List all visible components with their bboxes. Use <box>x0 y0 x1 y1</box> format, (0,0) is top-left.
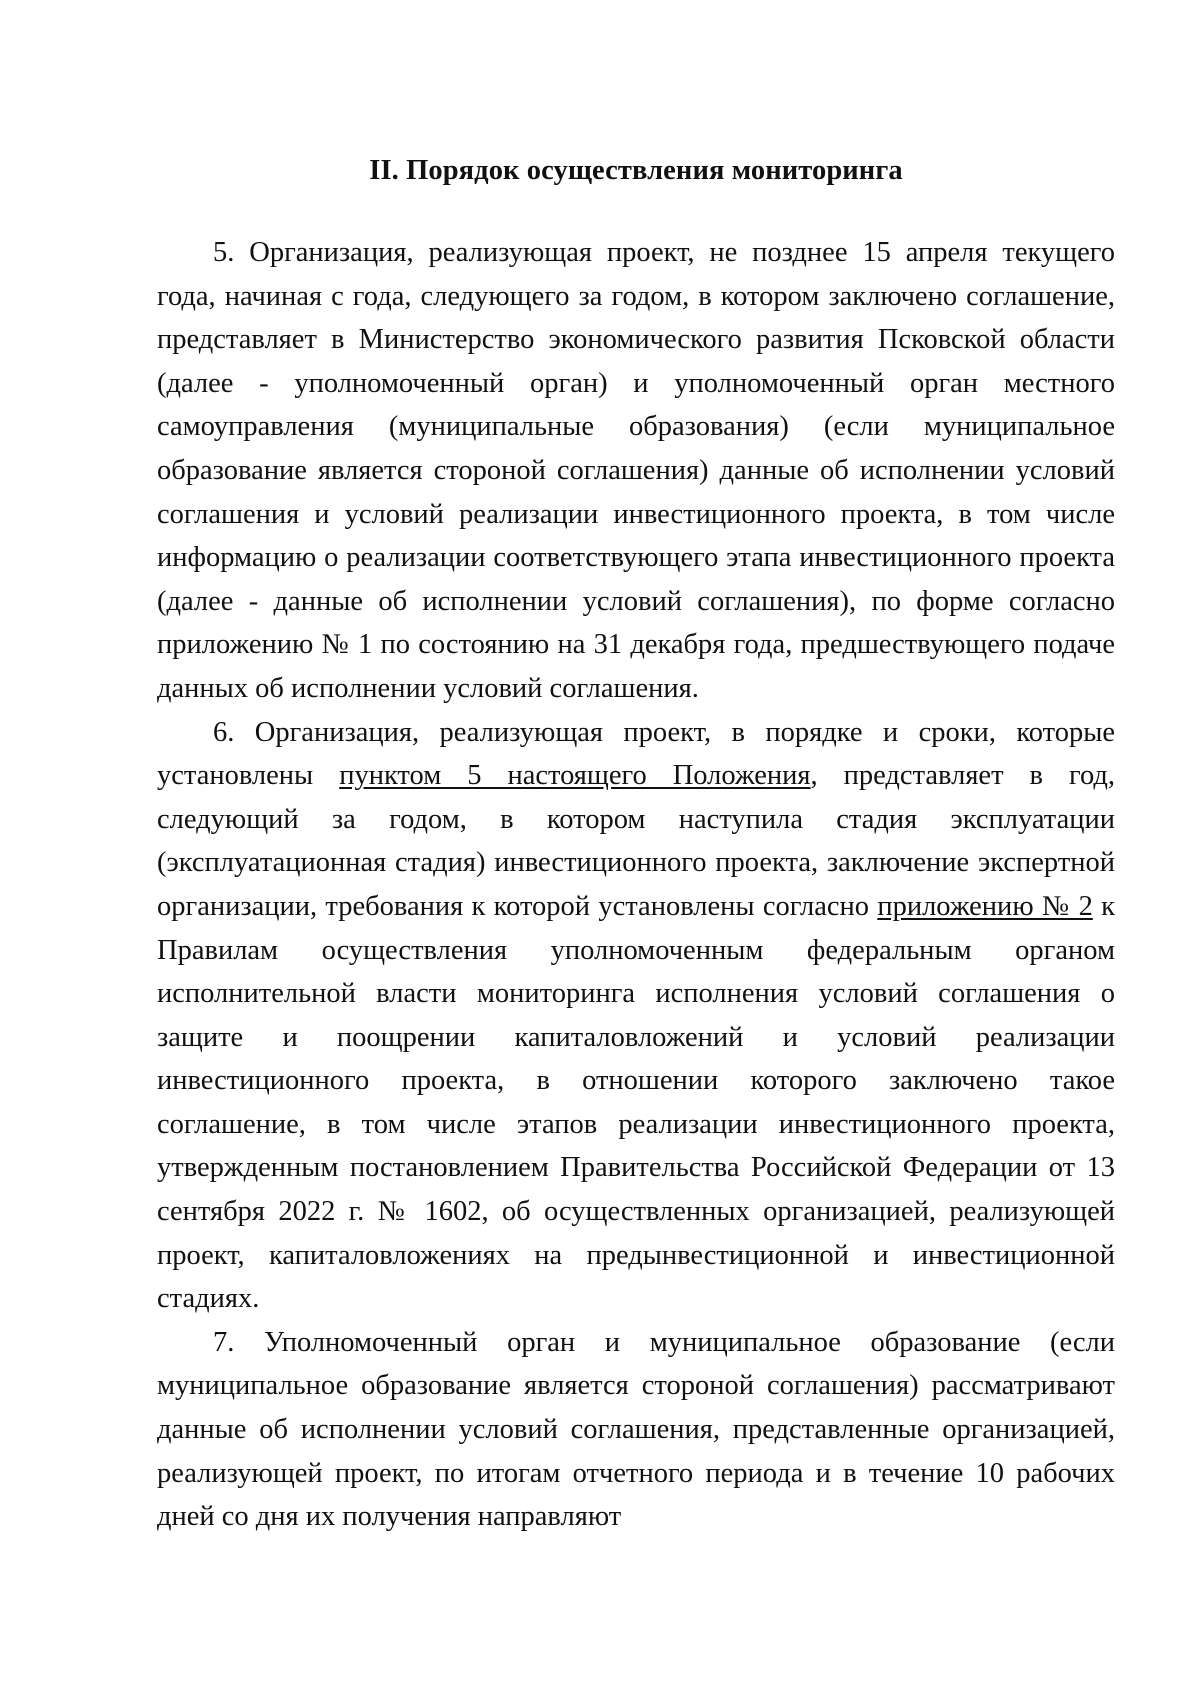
section-heading: II. Порядок осуществления мониторинга <box>369 155 903 186</box>
paragraph-6-text-2: , представляет в год, следующий за годом, в котором наступила стадия эксплуатации (эксплуатационная стадия) инвестиционного проекта, заключение экспертной организации, требования к которой установлены согласно <box>157 760 1115 922</box>
link-appendix-2[interactable]: приложению № 2 <box>877 890 1093 922</box>
paragraph-5: 5. Организация, реализующая проект, не позднее 15 апреля текущего года, начиная с года, следующего за годом, в котором заключено соглашение, представляет в Министерство экономического развития Псковской области (далее - уполномоченный орган) и уполномоченный орган местного самоуправления (муниципальные образования) (если муниципальное образование является стороной соглашения) данные об исполнении условий соглашения и условий реализации инвестиционного проекта, в том числе информацию о реализации соответствующего этапа инвестиционного проекта (далее - данные об исполнении условий соглашения), по форме согласно приложению № 1 по состоянию на 31 декабря года, предшествующего подаче данных об исполнении условий соглашения. <box>157 237 1115 704</box>
paragraph-6 <box>157 711 1115 1321</box>
paragraph-6-text-1: 6. Организация, реализующая проект, в порядке и сроки, которые установлены <box>157 716 1115 792</box>
document-body <box>157 153 1115 1539</box>
paragraph-6-text-3: к Правилам осуществления уполномоченным федеральным органом исполнительной власти мониторинга исполнения условий соглашения о защите и поощрении капиталовложений и условий реализации инвестиционного проекта, в отношении которого заключено такое соглашение, в том числе этапов реализации инвестиционного проекта, утвержденным постановлением Правительства Российской Федерации от 13 сентября 2022 г. № 1602, об осуществленных организацией, реализующей проект, капиталовложениях на предынвестиционной и инвестиционной стадиях. <box>157 890 1115 1315</box>
link-point-5[interactable]: пунктом 5 настоящего Положения <box>339 760 811 792</box>
paragraph-7: 7. Уполномоченный орган и муниципальное образование (если муниципальное образование является стороной соглашения) рассматривают данные об исполнении условий соглашения, представленные организацией, реализующей проект, по итогам отчетного периода и в течение 10 рабочих дней со дня их получения направляют <box>157 1326 1115 1533</box>
